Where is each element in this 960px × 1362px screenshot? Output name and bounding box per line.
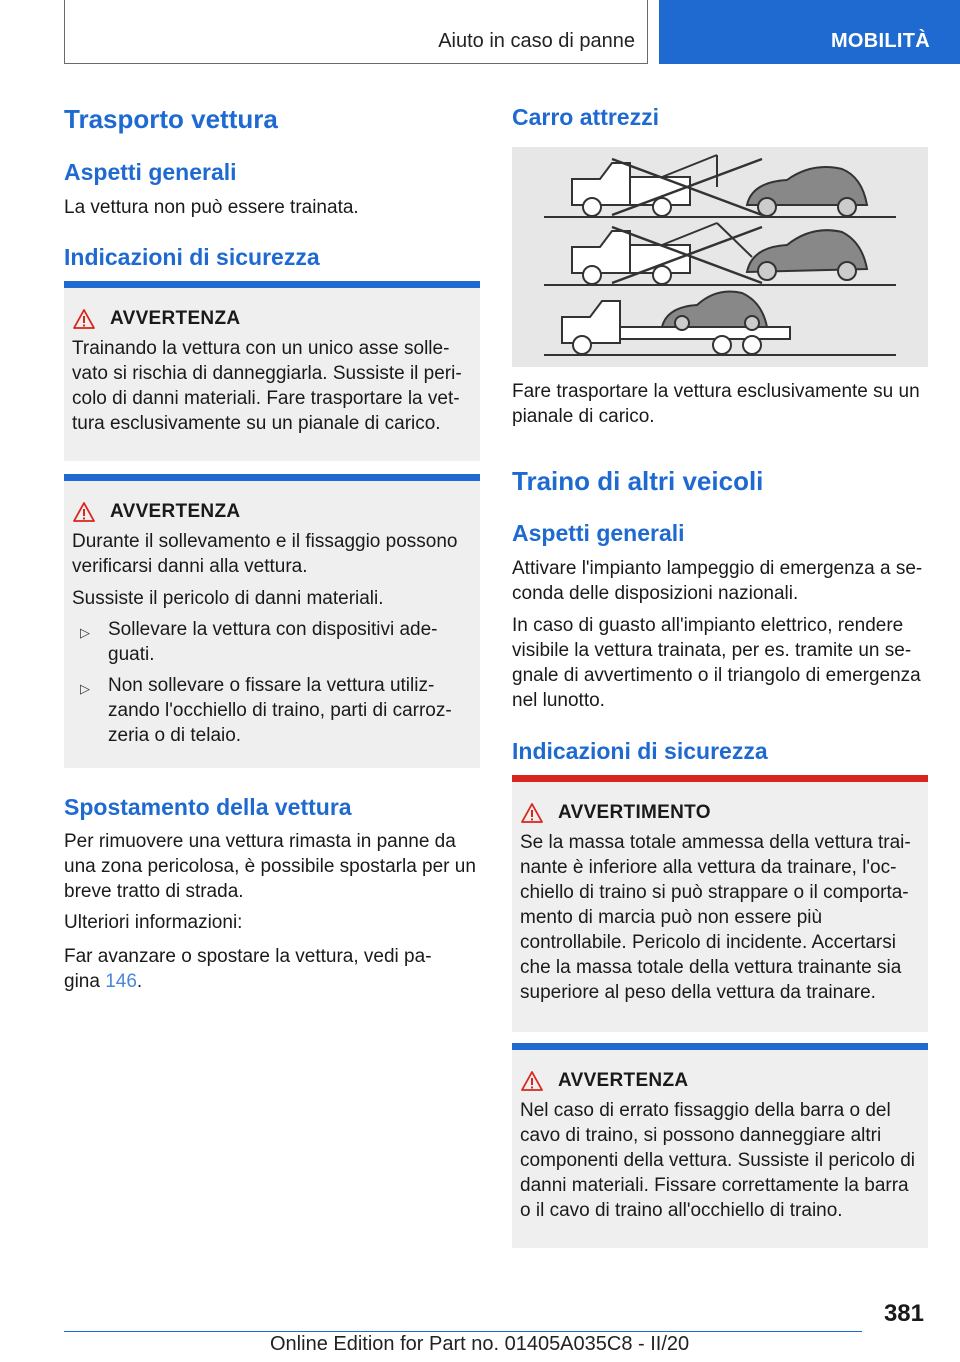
warning-label: AVVERTENZA: [110, 501, 241, 522]
general-text-left: La vettura non può essere trainata.: [64, 197, 359, 218]
move-text: Per rimuovere una vettura rimasta in panne da una zona pericolosa, è possibile spostarla per un breve tratto di strada.: [64, 831, 476, 902]
header-section-box: [64, 0, 648, 64]
tow-truck-image: [512, 147, 928, 367]
footer-divider: [64, 1331, 862, 1332]
warning-label: AVVERTIMENTO: [558, 802, 711, 823]
warning-label: AVVERTENZA: [558, 1070, 689, 1091]
warning-bullet-list: [72, 617, 470, 748]
warning-triangle-icon: [520, 1070, 544, 1092]
section-title-traino: Traino di altri veicoli: [512, 466, 764, 496]
general-text-right-2: In caso di guasto all'impianto elettrico, rendere visibile la vettura trainata, per es. tramite un se-gnale di avvertimento o il triangolo di emergenza nel lunotto.: [512, 615, 921, 711]
section-title-trasporto: Trasporto vettura: [64, 104, 278, 134]
bullet-triangle-icon: ▷: [80, 681, 90, 696]
warning-box-2: [64, 474, 480, 768]
warning-label: AVVERTENZA: [110, 308, 241, 329]
general-text-right-1: Attivare l'impianto lampeggio di emergenza a se-conda delle disposizioni nazionali.: [512, 558, 923, 604]
bullet-triangle-icon: ▷: [80, 625, 90, 640]
header-chapter-label: MOBILITÀ: [830, 30, 930, 52]
warning-text: Durante il sollevamento e il fissaggio possono verificarsi danni alla vettura.: [72, 531, 458, 577]
warning-text: Nel caso di errato fissaggio della barra o del cavo di traino, si possono danneggiare altri componenti della vettura. Sussiste il pericolo di danni materiali. Fissare correttamente la barra o il cavo di traino all'occhiello di traino.: [520, 1100, 915, 1221]
header-chapter-tab[interactable]: [659, 0, 960, 64]
heading-aspetti-generali-left: Aspetti generali: [64, 159, 237, 185]
list-item: ▷ Sollevare la vettura con dispositivi ade-guati.: [80, 619, 438, 665]
heading-spostamento: Spostamento della vettura: [64, 794, 352, 820]
warning-text: Sussiste il pericolo di danni materiali.: [72, 588, 384, 609]
warning-triangle-icon: [520, 802, 544, 824]
list-item: ▷ Non sollevare o fissare la vettura utiliz-zando l'occhiello di traino, parti di carroz-zeria o di telaio.: [80, 675, 452, 746]
warning-box-3: [512, 775, 928, 1032]
header-section-title: Aiuto in caso di panne: [438, 30, 635, 52]
heading-aspetti-generali-right: Aspetti generali: [512, 520, 685, 546]
footer-edition: Online Edition for Part no. 01405A035C8 - II/20: [270, 1333, 690, 1355]
page-number: 381: [883, 1300, 924, 1327]
more-info-text: Ulteriori informazioni:: [64, 912, 243, 933]
warning-triangle-icon: [72, 501, 96, 523]
warning-box-1: [64, 281, 480, 461]
figure-caption: Fare trasportare la vettura esclusivamente su un pianale di carico.: [512, 381, 920, 427]
heading-sicurezza-left: Indicazioni di sicurezza: [64, 244, 320, 270]
page-reference-link[interactable]: 146: [105, 971, 137, 992]
warning-text: Se la massa totale ammessa della vettura trai-nante è inferiore alla vettura da trainare, l'oc-chiello di traino si può strappare o il comporta-mento di marcia può non essere più controllabile. Pericolo di incidente. Accertarsi che la massa totale della vettura trainante sia superiore al peso della vettura da trainare.: [520, 832, 911, 1003]
warning-triangle-icon: [72, 308, 96, 330]
warning-text: Trainando la vettura con un unico asse solle-vato si rischia di danneggiarla. Sussiste il peri-colo di danni materiali. Fare trasportare la vet-tura esclusivamente su un pianale di carico.: [72, 338, 462, 434]
heading-sicurezza-right: Indicazioni di sicurezza: [512, 738, 768, 764]
reference-text: Far avanzare o spostare la vettura, vedi pa-gina 146.: [64, 946, 432, 992]
warning-box-4: [512, 1043, 928, 1248]
heading-carro-attrezzi: Carro attrezzi: [512, 104, 659, 130]
tow-truck-illustration: [512, 147, 928, 367]
